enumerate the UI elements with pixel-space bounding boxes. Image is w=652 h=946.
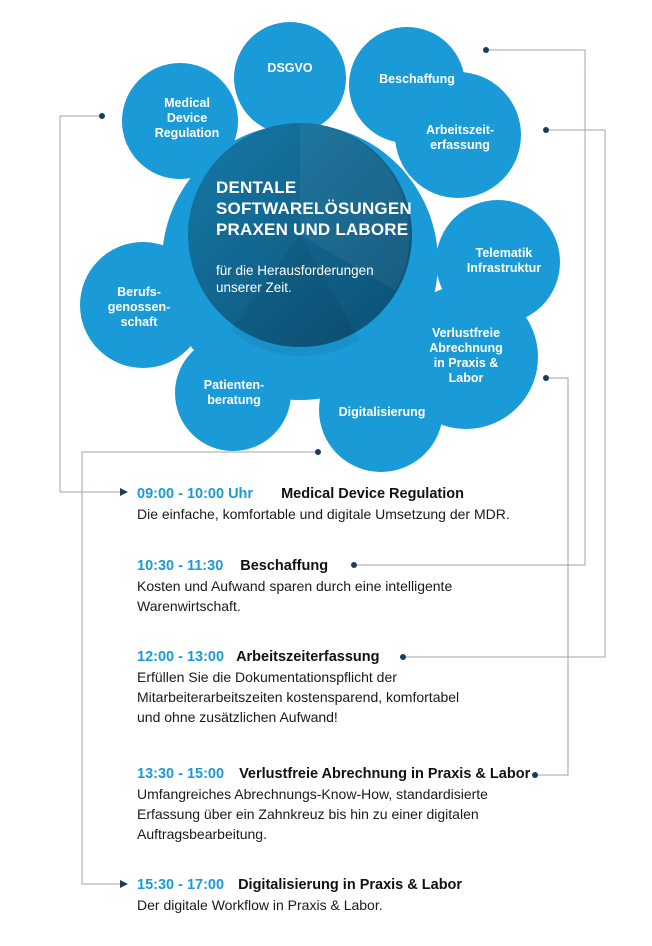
dot-verlustfrei-top	[543, 375, 549, 381]
schedule-title: Verlustfreie Abrechnung in Praxis & Labor	[239, 766, 531, 782]
schedule-title: Beschaffung	[240, 558, 329, 574]
schedule-title: Digitalisierung in Praxis & Labor	[238, 877, 463, 893]
bubble-label-patienten: Patienten- beratung	[203, 378, 265, 407]
schedule-time: 09:00 - 10:00 Uhr	[137, 486, 254, 502]
center-subtitle: für die Herausforderungen unserer Zeit.	[216, 263, 374, 295]
schedule-entry-mdr	[137, 484, 637, 524]
schedule-entry-digitalisierung	[137, 875, 637, 915]
dot-mdr-top	[99, 113, 105, 119]
schedule-title: Medical Device Regulation	[281, 486, 464, 502]
bubble-label-berufs: Berufs- genossen- schaft	[107, 285, 171, 329]
schedule-time: 10:30 - 11:30	[137, 558, 224, 574]
schedule-time: 12:00 - 13:00	[137, 649, 225, 665]
schedule-description: Kosten und Aufwand sparen durch eine intelligente Warenwirtschaft.	[137, 578, 453, 614]
connector-arrows	[120, 488, 128, 888]
bubble-label-arbeitszeit: Arbeitszeit- erfassung	[425, 123, 495, 152]
schedule-description: Die einfache, komfortable und digitale Umsetzung der MDR.	[137, 506, 510, 522]
dot-beschaffung-top	[483, 47, 489, 53]
schedule-entry-header	[137, 647, 637, 667]
schedule-time: 15:30 - 17:00	[137, 877, 225, 893]
bubble-label-digitalisierung: Digitalisierung	[338, 405, 426, 419]
dot-digitalisierung-top	[315, 449, 321, 455]
schedule-description: Erfüllen Sie die Dokumentationspflicht der Mitarbeiterarbeitszeiten kostensparend, komfortabel und ohne zusätzlichen Aufwand!	[137, 669, 460, 725]
dot-arbeitszeit-top	[543, 127, 549, 133]
schedule-description: Umfangreiches Abrechnungs-Know-How, standardisierte Erfassung über ein Zahnkreuz bis hin zu einer digitalen Auftragsbearbeitung.	[137, 786, 488, 842]
center-title: DENTALE SOFTWARELÖSUNGEN PRAXEN UND LABORE	[216, 178, 412, 239]
schedule-entry-header	[137, 484, 637, 504]
bubble-label-medical: Medical Device Regulation	[154, 96, 220, 140]
schedule-entry-verlustfrei	[137, 764, 637, 844]
bubble-label-verlustfrei: Verlustfreie Abrechnung in Praxis & Labor	[429, 326, 503, 385]
bubble-label-beschaffung: Beschaffung	[379, 72, 455, 86]
bubble-dsgvo	[234, 22, 346, 134]
schedule-entry-header	[137, 764, 637, 784]
schedule-time: 13:30 - 15:00	[137, 766, 225, 782]
arrow-mdr	[120, 488, 128, 496]
bubble-label-dsgvo: DSGVO	[267, 61, 313, 75]
schedule-entry-beschaffung	[137, 556, 637, 616]
schedule-title: Arbeitszeiterfassung	[236, 649, 380, 665]
schedule-entry-header	[137, 875, 637, 895]
arrow-digitalisierung	[120, 880, 128, 888]
schedule-entry-header	[137, 556, 637, 576]
bubble-label-telematik: Telematik Infrastruktur	[466, 246, 542, 275]
schedule-description: Der digitale Workflow in Praxis & Labor.	[137, 897, 383, 913]
schedule-entry-arbeitszeit	[137, 647, 637, 727]
